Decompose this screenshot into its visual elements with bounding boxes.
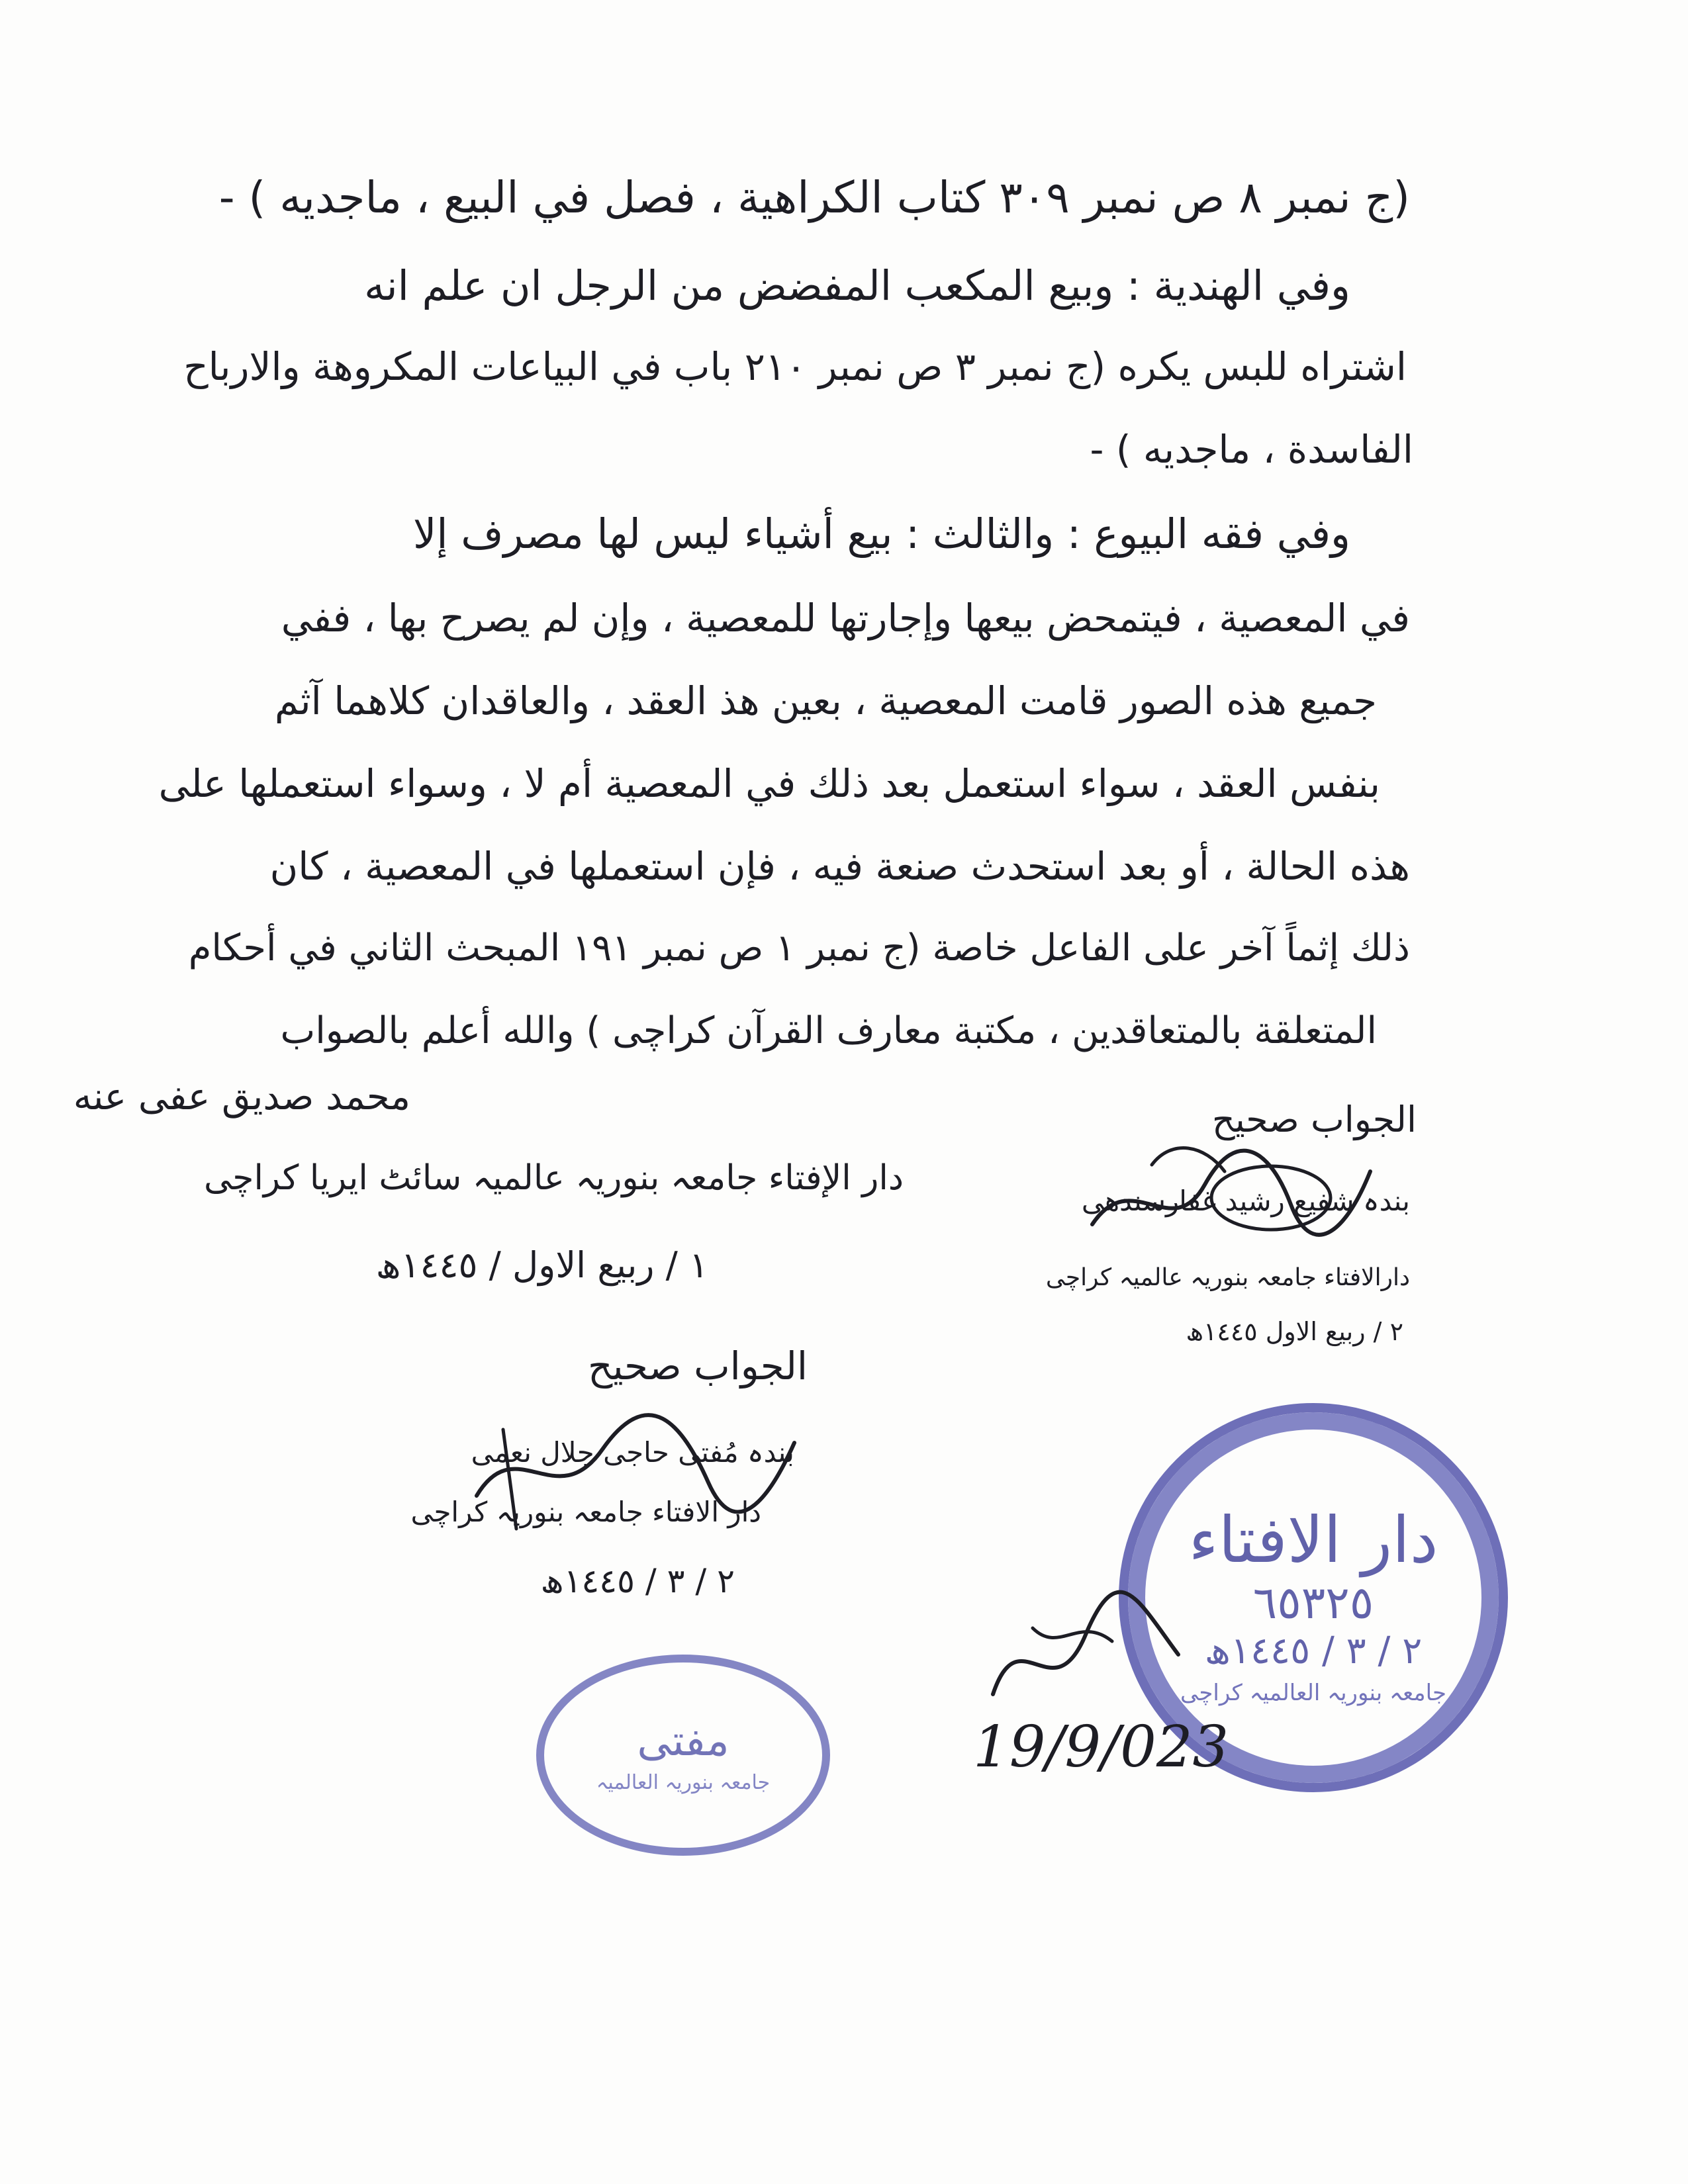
verification-right-institution: دارالافتاء جامعہ بنوریہ عالمیہ کراچی <box>1045 1264 1410 1291</box>
body-line-2: وفي الهندية : وبيع المكعب المفضض من الرجل ان علم انه <box>364 261 1350 310</box>
body-line-3: اشتراه للبس يكره (ج نمبر ٣ ص نمبر ٢١٠ باب في البياعات المكروهة والارباح <box>183 344 1407 389</box>
fatwa-date: ١ / ربیع الاول / ١٤٤٥ھ <box>375 1244 708 1286</box>
stamp-date: ٢ / ٣ / ١٤٤٥ھ <box>1204 1629 1423 1672</box>
verification-center-date: ٢ / ٣ / ١٤٤٥ھ <box>540 1562 735 1600</box>
body-line-5: وفي فقه البيوع : والثالث : بيع أشياء ليس لها مصرف إلا <box>413 510 1350 558</box>
body-line-9: هذه الحالة ، أو بعد استحدث صنعة فيه ، فإن استعملها في المعصية ، كان <box>269 844 1410 889</box>
signature-center <box>463 1403 808 1535</box>
author-signature-text: محمد صديق عفی عنه <box>73 1075 410 1118</box>
body-line-10: ذلك إثماً آخر على الفاعل خاصة (ج نمبر ١ ص نمبر ١٩١ المبحث الثاني في أحكام <box>188 927 1410 970</box>
verification-right-date: ٢ / ربیع الاول ١٤٤٥ھ <box>1186 1317 1403 1346</box>
body-line-11: المتعلقة بالمتعاقدين ، مكتبة معارف القرآن كراچی ) والله أعلم بالصواب <box>280 1009 1377 1052</box>
small-stamp-ring-text: جامعہ بنوریہ العالمیہ <box>596 1770 771 1794</box>
verification-center-name: بندہ مُفتی حاجی جلال نعمی <box>471 1436 794 1469</box>
body-line-1: (ج نمبر ٨ ص نمبر ٣٠٩ كتاب الكراهية ، فصل في البيع ، ماجديه ) - <box>218 172 1410 223</box>
verification-right-heading: الجواب صحیح <box>1211 1099 1417 1140</box>
verification-center-heading: الجواب صحیح <box>588 1343 808 1388</box>
body-line-7: جميع هذه الصور قامت المعصية ، بعين هذ العقد ، والعاقدان كلاهما آثم <box>274 678 1377 723</box>
signature-bottom-right <box>980 1588 1198 1721</box>
verification-center-institution: دار الافتاء جامعہ بنوریہ کراچی <box>410 1496 761 1528</box>
body-line-6: في المعصية ، فيتمحض بيعها وإجارتها للمعصية ، وإن لم يصرح بها ، ففي <box>281 596 1410 641</box>
body-line-4: الفاسدة ، ماجديه ) - <box>1090 427 1413 472</box>
institution-line: دار الإفتاء جامعہ بنوریہ عالمیہ سائٹ ایریا کراچی <box>203 1158 904 1198</box>
stamp-ring-text: جامعہ بنوریہ العالمیہ کراچی <box>1180 1679 1446 1706</box>
stamp-number: ٦٥٣٢٥ <box>1252 1576 1374 1629</box>
stamp-title: دار الافتاء <box>1188 1502 1438 1577</box>
signature-right <box>1072 1125 1390 1271</box>
verification-right-name: بندہ شفیع رشید غفارسندھی <box>1081 1185 1410 1217</box>
handwritten-date: 19/9/023 <box>973 1714 1229 1780</box>
body-line-8: بنفس العقد ، سواء استعمل بعد ذلك في المعصية أم لا ، وسواء استعملها على <box>158 761 1380 806</box>
oval-stamp-mufti <box>536 1655 830 1856</box>
small-stamp-title: مفتی <box>637 1716 729 1766</box>
